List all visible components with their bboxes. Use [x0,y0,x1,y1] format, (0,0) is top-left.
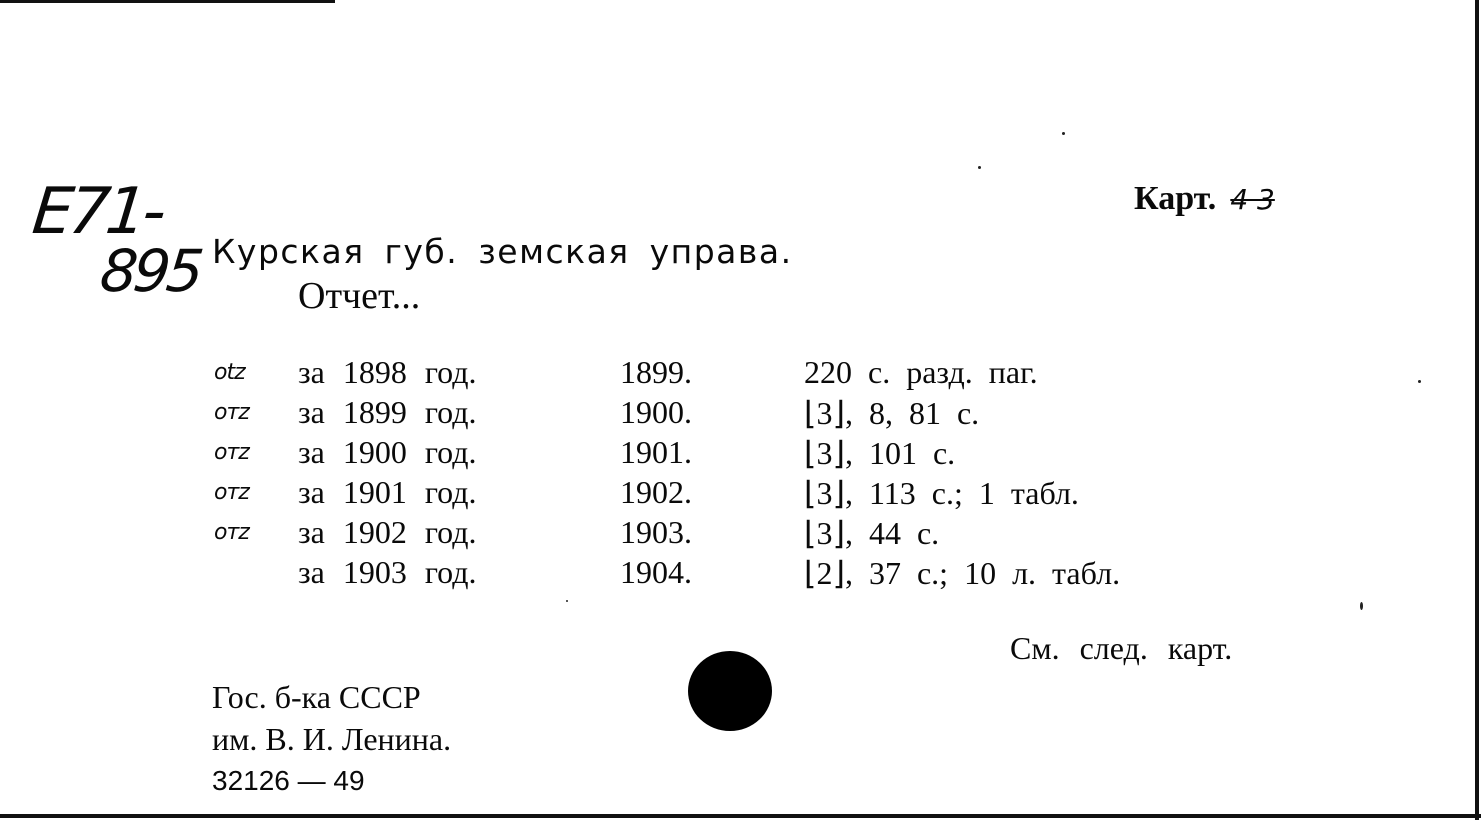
scan-speck [978,166,981,169]
holding-pagination: ⌊3⌋, 101 с. [804,435,956,471]
holding-pagination: ⌊3⌋, 113 с.; 1 табл. [804,475,1079,511]
imprint-line2: им. В. И. Ленина. [212,721,452,757]
card-number-value: 4 3 [1230,183,1275,216]
holding-year: за 1898 год. [298,354,477,390]
holding-pagination: ⌊3⌋, 44 с. [804,515,940,551]
holding-mark: oтz [214,440,249,465]
holding-year: за 1902 год. [298,514,477,550]
holding-published: 1899. [620,354,692,390]
library-imprint [212,676,451,802]
holding-published: 1901. [620,434,692,470]
entry-heading: Курская губ. земская управа. [212,232,793,271]
holding-year: за 1900 год. [298,434,477,470]
imprint-code: 32126 — 49 [212,765,365,796]
holding-published: 1900. [620,394,692,430]
card-number-label: Карт. [1134,180,1217,217]
holding-published: 1903. [620,514,692,550]
holding-pagination: 220 с. разд. паг. [804,354,1038,390]
holding-mark: otz [214,360,245,385]
card-edge-top [0,0,335,3]
holding-published: 1902. [620,474,692,510]
entry-title: Отчет... [298,275,421,317]
holding-pagination: ⌊2⌋, 37 с.; 10 л. табл. [804,555,1121,591]
shelf-mark-line2: 895 [97,237,204,305]
see-next-card-note: См. след. карт. [1010,630,1233,666]
holding-year: за 1901 год. [298,474,477,510]
holding-published: 1904. [620,554,692,590]
punch-hole [688,651,772,731]
scan-speck [1418,380,1421,383]
card-number [1134,180,1275,218]
holding-pagination: ⌊3⌋, 8, 81 с. [804,395,980,431]
holding-year: за 1903 год. [298,554,477,590]
shelf-mark-line1: E71- [29,175,166,249]
card-edge-bottom [0,814,1481,818]
holding-mark: oтz [214,480,249,505]
holding-year: за 1899 год. [298,394,477,430]
scan-speck [1360,602,1363,610]
handwritten-shelf-mark [24,175,209,305]
holding-mark: oтz [214,400,249,425]
imprint-line1: Гос. б-ка СССР [212,679,421,715]
scan-speck [1062,132,1065,135]
card-edge-right [1475,0,1479,820]
scan-speck [566,600,568,602]
holding-mark: oтz [214,520,249,545]
